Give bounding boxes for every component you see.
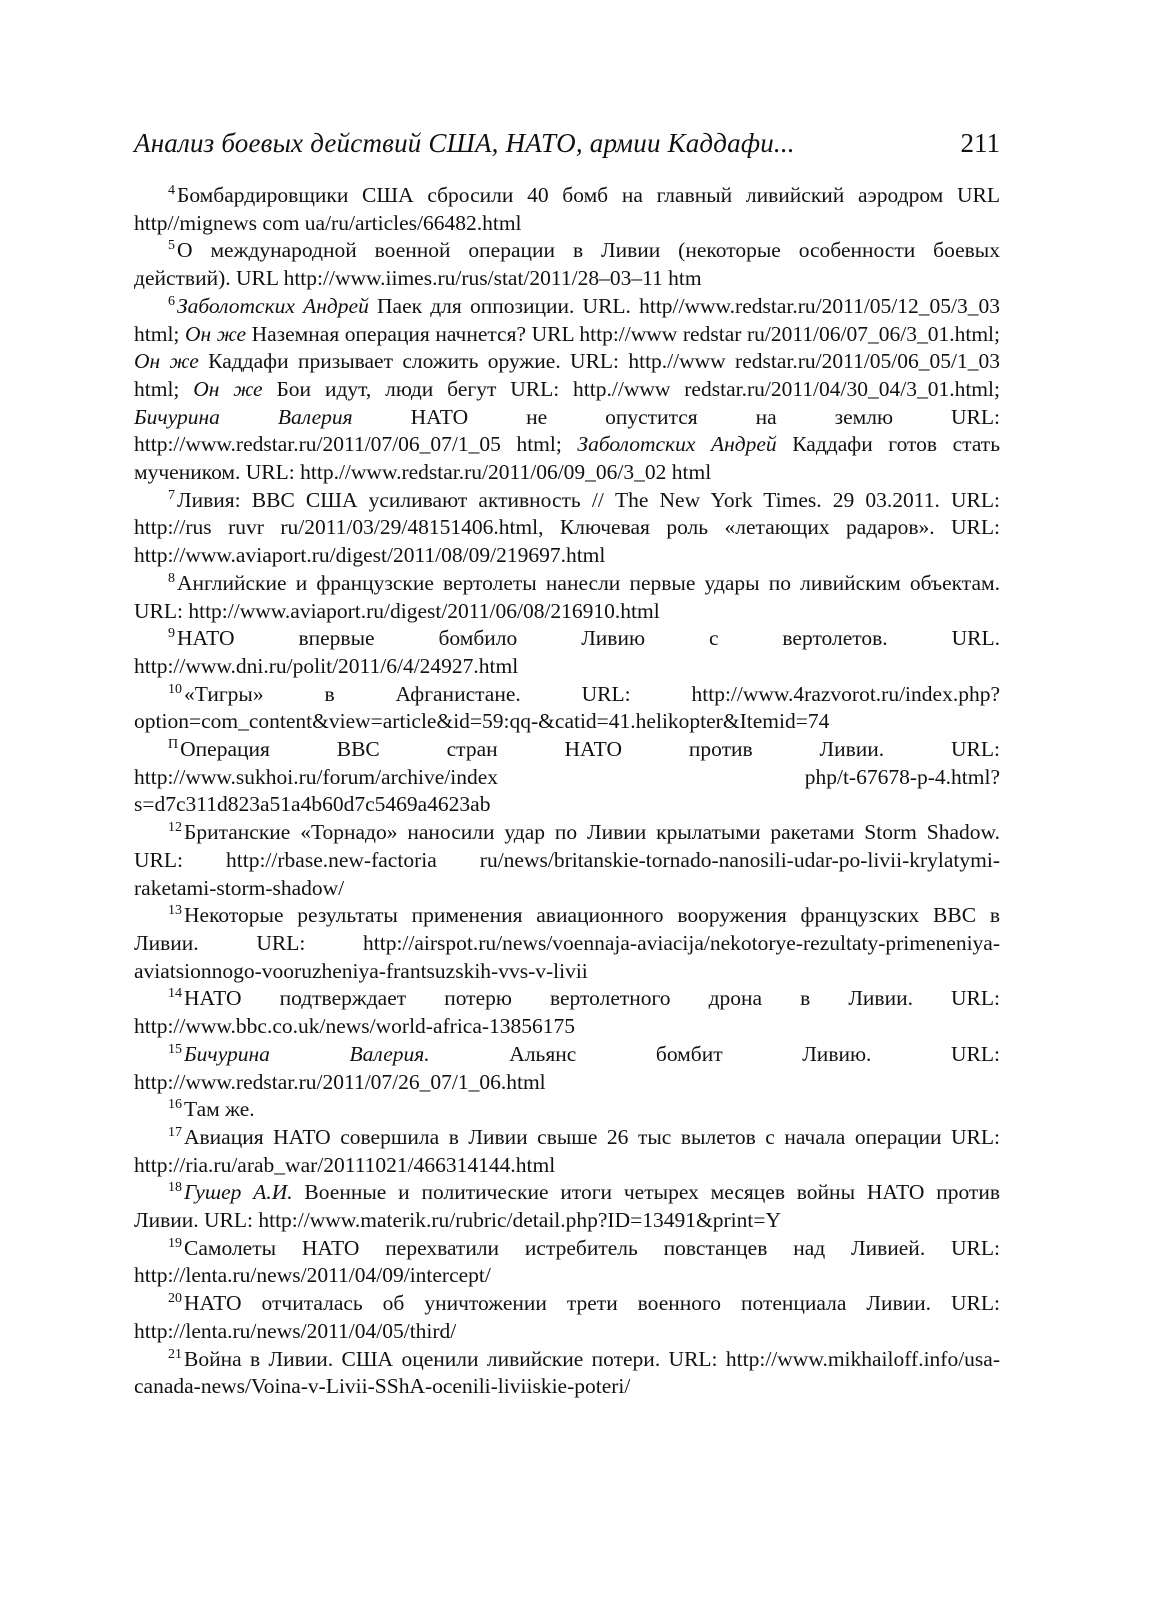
footnote-number: 17 [168,1124,182,1140]
footnote-text: «Тигры» в Афганистане. URL: http://www.4razvorot.ru/index.php?option=com_content&view=article&id=59:qq-&catid=41.helikopter&Itemid=74 [134,681,1000,734]
footnote-number: 8 [168,570,175,586]
footnote-text: Ливия: ВВС США усиливают активность // The New York Times. 29 03.2011. URL: http://rus ruvr ru/2011/03/29/48151406.html, Ключевая роль «летающих радаров». URL: http://www.aviaport.ru/digest/2011/08/09/219697.html [134,487,1000,568]
footnote-author: Он же [184,321,246,346]
footnote [134,1179,1000,1234]
footnote-text: Бомбардировщики США сбросили 40 бомб на главный ливийский аэродром URL http//mignews com ua/ru/articles/66482.html [134,183,1000,235]
footnote-text: Операция ВВС стран НАТО против Ливии. URL: http://www.sukhoi.ru/forum/archive/index php/t-67678-p-4.html?s=d7c311d823a51a4b60d7c5469a4623ab [134,737,1000,817]
footnote-author: Бичурина Валерия. [184,1041,430,1066]
running-title: Анализ боевых действий США, НАТО, армии Каддафи... [134,128,795,158]
footnote [134,237,1000,292]
footnote-text: Военные и политические итоги четырех месяцев войны НАТО против Ливии. URL: http://www.materik.ru/rubric/detail.php?ID=13491&print=Y [134,1180,1000,1233]
footnote-number: П [168,737,179,753]
footnote-author: Заболотских Андрей [177,293,369,318]
page-number: 211 [960,128,1000,158]
footnote-number: 7 [168,487,175,503]
footnote [134,985,1000,1040]
footnote-number: 4 [168,183,175,198]
footnote-number: 12 [168,820,182,836]
footnote-text: НАТО отчиталась об уничтожении трети военного потенциала Ливии. URL: http://lenta.ru/news/2011/04/05/third/ [134,1291,1000,1343]
footnote [134,1346,1000,1401]
footnote-text: Там же. [184,1097,255,1122]
footnote-author: Он же [134,349,199,374]
footnote [134,1290,1000,1345]
footnote-text: Наземная операция начнется? URL http://www redstar ru/2011/06/07_06/3_01.html; [246,321,1000,346]
footnotes-list [134,182,1000,1401]
footnote-number: 10 [168,681,182,697]
footnote-number: 5 [168,238,175,254]
footnote-number: 14 [168,986,182,1002]
footnote-text: Британские «Торнадо» наносили удар по Ливии крылатыми ракетами Storm Shadow. URL: http://rbase.new-factoria ru/news/britanskie-tornado-nanosili-udar-po-livii-krylatymi-raketami-storm-shadow/ [134,820,1000,900]
footnote [134,736,1000,819]
footnote [134,1124,1000,1179]
footnote [134,819,1000,902]
footnote-author: Бичурина Валерия [134,404,353,429]
footnote-author: Заболотских Андрей [577,432,777,457]
footnote [134,902,1000,985]
footnote-text: Некоторые результаты применения авиационного вооружения французских ВВС в Ливии. URL: http://airspot.ru/news/voennaja-aviacija/nekotorye-rezultaty-primeneniya-aviatsionnogo-vooruzheniya-frantsuzskih-vvs-v-livii [134,903,1000,983]
footnote [134,182,1000,237]
footnote-author: Он же [193,376,263,401]
footnote-author: Гушер А.И. [184,1180,293,1205]
footnote-number: 6 [168,293,175,309]
footnote [134,1235,1000,1290]
footnote-text: Самолеты НАТО перехватили истребитель повстанцев над Ливией. URL: http://lenta.ru/news/2011/04/09/intercept/ [134,1235,1000,1288]
footnote-text: НАТО впервые бомбило Ливию с вертолетов. URL. http://www.dni.ru/polit/2011/6/4/24927.html [134,626,1000,678]
footnote [134,681,1000,736]
footnote-number: 18 [168,1180,182,1196]
footnote-number: 9 [168,626,175,642]
footnote [134,1096,1000,1124]
footnote-text: Паек для оппозиции. URL. http//www.redstar.ru/2011/05/12_05/3_03 html; [134,293,1000,346]
footnote [134,625,1000,680]
footnote-number: 15 [168,1041,182,1057]
footnote-text: НАТО подтверждает потерю вертолетного дрона в Ливии. URL: http://www.bbc.co.uk/news/world-africa-13856175 [134,986,1000,1039]
footnote-number: 16 [168,1097,182,1113]
footnote-text: Бои идут, люди бегут URL: http.//www redstar.ru/2011/04/30_04/3_01.html; [262,376,1000,401]
footnote-number: 19 [168,1235,182,1251]
footnote [134,570,1000,625]
footnote-text: Авиация НАТО совершила в Ливии свыше 26 тыс вылетов с начала операции URL: http://ria.ru/arab_war/20111021/466314144.html [134,1124,1000,1177]
footnote-text: НАТО не опустится на землю URL: http://www.redstar.ru/2011/07/06_07/1_05 html; [134,404,1000,457]
footnote-text: Каддафи призывает сложить оружие. URL: http.//www redstar.ru/2011/05/06_05/1_03 html; [134,349,1000,401]
footnote-number: 13 [168,903,182,919]
footnote-text: Война в Ливии. США оценили ливийские потери. URL: http://www.mikhailoff.info/usa-canada-news/Voina-v-Livii-SShA-ocenili-liviiskie-poteri/ [134,1346,1000,1399]
footnote-number: 20 [168,1291,182,1307]
footnote-text: О международной военной операции в Ливии (некоторые особенности боевых действий). URL http://www.iimes.ru/rus/stat/2011/28–03–11 htm [134,238,1000,291]
footnote [134,293,1000,487]
footnote-number: 21 [168,1346,182,1362]
footnote-text: Каддафи готов стать мучеником. URL: http.//www.redstar.ru/2011/06/09_06/3_02 html [134,432,1001,485]
footnote-text: Альянс бомбит Ливию. URL: http://www.redstar.ru/2011/07/26_07/1_06.html [134,1041,1000,1094]
footnote [134,1041,1000,1096]
footnote-text: Английские и французские вертолеты нанесли первые удары по ливийским объектам. URL: http://www.aviaport.ru/digest/2011/06/08/216910.html [134,570,1000,623]
running-header [134,128,1000,159]
footnote [134,487,1000,570]
